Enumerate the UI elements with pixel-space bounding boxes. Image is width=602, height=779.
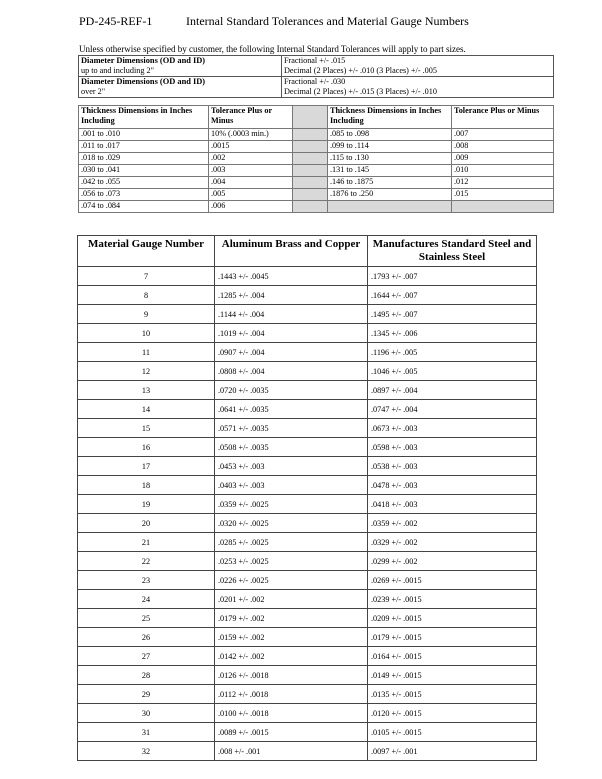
gauge-number: 31 — [78, 723, 215, 742]
thickness-header-row — [79, 106, 554, 129]
table-row — [78, 419, 537, 438]
table-row — [79, 141, 554, 153]
aluminum-header: Aluminum Brass and Copper — [215, 236, 368, 267]
tolerance-value: .005 — [209, 189, 293, 201]
table-row — [78, 457, 537, 476]
gap-cell — [293, 201, 328, 213]
table-row — [78, 438, 537, 457]
gap-cell — [293, 189, 328, 201]
gauge-number: 18 — [78, 476, 215, 495]
steel-tolerance: .0329 +/- .002 — [368, 533, 537, 552]
aluminum-tolerance: .1443 +/- .0045 — [215, 267, 368, 286]
diameter-decimal: Decimal (2 Places) +/- .010 (3 Places) +/- .005 — [284, 65, 437, 75]
gauge-number: 17 — [78, 457, 215, 476]
steel-tolerance: .1196 +/- .005 — [368, 343, 537, 362]
aluminum-tolerance: .0907 +/- .004 — [215, 343, 368, 362]
aluminum-tolerance: .0253 +/- .0025 — [215, 552, 368, 571]
steel-tolerance: .0299 +/- .002 — [368, 552, 537, 571]
aluminum-tolerance: .0508 +/- .0035 — [215, 438, 368, 457]
diameter-row — [79, 77, 554, 98]
aluminum-tolerance: .0226 +/- .0025 — [215, 571, 368, 590]
gauge-header-row — [78, 236, 537, 267]
diameter-fractional: Fractional +/- .030 — [284, 77, 346, 86]
diameter-label: Diameter Dimensions (OD and ID) — [81, 56, 206, 65]
thickness-table — [78, 105, 554, 213]
table-row — [78, 742, 537, 761]
table-row — [78, 362, 537, 381]
table-row — [78, 533, 537, 552]
tolerance-value: .0015 — [209, 141, 293, 153]
gap-cell — [293, 153, 328, 165]
gauge-number: 7 — [78, 267, 215, 286]
gauge-number: 29 — [78, 685, 215, 704]
thickness-range: .001 to .010 — [79, 129, 209, 141]
gauge-number: 28 — [78, 666, 215, 685]
gauge-number: 14 — [78, 400, 215, 419]
gauge-number: 10 — [78, 324, 215, 343]
tolerance-value: .004 — [209, 177, 293, 189]
diameter-label: Diameter Dimensions (OD and ID) — [81, 77, 206, 86]
gauge-number: 26 — [78, 628, 215, 647]
gauge-number: 13 — [78, 381, 215, 400]
aluminum-tolerance: .0100 +/- .0018 — [215, 704, 368, 723]
gauge-table — [77, 235, 537, 761]
steel-tolerance: .1495 +/- .007 — [368, 305, 537, 324]
table-row — [78, 571, 537, 590]
table-row — [78, 514, 537, 533]
gap-cell — [293, 106, 328, 129]
gauge-number: 15 — [78, 419, 215, 438]
diameter-decimal: Decimal (2 Places) +/- .015 (3 Places) +/- .010 — [284, 86, 437, 96]
gauge-number: 12 — [78, 362, 215, 381]
thickness-range: .115 to .130 — [328, 153, 452, 165]
tolerance-value: .012 — [452, 177, 554, 189]
intro-text: Unless otherwise specified by customer, the following Internal Standard Tolerances will apply to part sizes. — [79, 44, 466, 54]
aluminum-tolerance: .0142 +/- .002 — [215, 647, 368, 666]
gauge-number: 22 — [78, 552, 215, 571]
steel-tolerance: .0598 +/- .003 — [368, 438, 537, 457]
tolerance-value: .007 — [452, 129, 554, 141]
tolerance-value: .003 — [209, 165, 293, 177]
aluminum-tolerance: .0179 +/- .002 — [215, 609, 368, 628]
gap-cell — [293, 177, 328, 189]
table-row — [78, 685, 537, 704]
thickness-header: Thickness Dimensions in Inches Including — [79, 106, 209, 129]
aluminum-tolerance: .0320 +/- .0025 — [215, 514, 368, 533]
gap-cell — [293, 129, 328, 141]
aluminum-tolerance: .0126 +/- .0018 — [215, 666, 368, 685]
gauge-number: 8 — [78, 286, 215, 305]
steel-tolerance: .0209 +/- .0015 — [368, 609, 537, 628]
tolerance-value: .010 — [452, 165, 554, 177]
aluminum-tolerance: .008 +/- .001 — [215, 742, 368, 761]
tolerance-value: .009 — [452, 153, 554, 165]
tolerance-header: Tolerance Plus or Minus — [209, 106, 293, 129]
steel-tolerance: .0097 +/- .001 — [368, 742, 537, 761]
steel-tolerance: .0164 +/- .0015 — [368, 647, 537, 666]
steel-tolerance: .1345 +/- .006 — [368, 324, 537, 343]
gap-cell — [293, 165, 328, 177]
steel-tolerance: .0239 +/- .0015 — [368, 590, 537, 609]
table-row — [79, 129, 554, 141]
thickness-range: .056 to .073 — [79, 189, 209, 201]
steel-header: Manufactures Standard Steel and Stainless Steel — [368, 236, 537, 267]
table-row — [78, 704, 537, 723]
diameter-table — [78, 55, 554, 98]
thickness-range: .099 to .114 — [328, 141, 452, 153]
steel-tolerance: .0135 +/- .0015 — [368, 685, 537, 704]
gauge-number: 27 — [78, 647, 215, 666]
gauge-number: 32 — [78, 742, 215, 761]
thickness-range: .011 to .017 — [79, 141, 209, 153]
diameter-sub: up to and including 2" — [81, 65, 154, 75]
aluminum-tolerance: .0720 +/- .0035 — [215, 381, 368, 400]
table-row — [79, 153, 554, 165]
diameter-fractional: Fractional +/- .015 — [284, 56, 346, 65]
gauge-number: 19 — [78, 495, 215, 514]
gauge-number: 21 — [78, 533, 215, 552]
aluminum-tolerance: .1144 +/- .004 — [215, 305, 368, 324]
aluminum-tolerance: .1285 +/- .004 — [215, 286, 368, 305]
steel-tolerance: .0105 +/- .0015 — [368, 723, 537, 742]
table-row — [78, 590, 537, 609]
aluminum-tolerance: .0201 +/- .002 — [215, 590, 368, 609]
thickness-header: Thickness Dimensions in Inches Including — [328, 106, 452, 129]
thickness-range: .018 to .029 — [79, 153, 209, 165]
table-row — [78, 552, 537, 571]
page-title: Internal Standard Tolerances and Material Gauge Numbers — [186, 14, 469, 28]
steel-tolerance: .0418 +/- .003 — [368, 495, 537, 514]
thickness-range: .085 to .098 — [328, 129, 452, 141]
steel-tolerance: .0120 +/- .0015 — [368, 704, 537, 723]
steel-tolerance: .1644 +/- .007 — [368, 286, 537, 305]
steel-tolerance: .0538 +/- .003 — [368, 457, 537, 476]
gauge-number: 25 — [78, 609, 215, 628]
tolerance-value: .002 — [209, 153, 293, 165]
gauge-number: 30 — [78, 704, 215, 723]
diameter-tol-cell — [282, 77, 554, 98]
thickness-range: .042 to .055 — [79, 177, 209, 189]
aluminum-tolerance: .0453 +/- .003 — [215, 457, 368, 476]
steel-tolerance: .0673 +/- .003 — [368, 419, 537, 438]
table-row — [78, 495, 537, 514]
document-id: PD-245-REF-1 — [79, 14, 153, 28]
aluminum-tolerance: .1019 +/- .004 — [215, 324, 368, 343]
steel-tolerance: .0179 +/- .0015 — [368, 628, 537, 647]
steel-tolerance: .0149 +/- .0015 — [368, 666, 537, 685]
table-row — [78, 476, 537, 495]
gauge-number: 24 — [78, 590, 215, 609]
table-row — [78, 381, 537, 400]
diameter-label-cell — [79, 77, 282, 98]
table-row — [78, 666, 537, 685]
aluminum-tolerance: .0089 +/- .0015 — [215, 723, 368, 742]
aluminum-tolerance: .0359 +/- .0025 — [215, 495, 368, 514]
tolerance-header: Tolerance Plus or Minus — [452, 106, 554, 129]
table-row — [78, 628, 537, 647]
table-row — [78, 286, 537, 305]
table-row — [78, 609, 537, 628]
aluminum-tolerance: .0571 +/- .0035 — [215, 419, 368, 438]
table-row — [79, 177, 554, 189]
steel-tolerance: .1046 +/- .005 — [368, 362, 537, 381]
table-row — [79, 201, 554, 213]
table-row — [79, 189, 554, 201]
aluminum-tolerance: .0112 +/- .0018 — [215, 685, 368, 704]
gap-cell — [293, 141, 328, 153]
aluminum-tolerance: .0159 +/- .002 — [215, 628, 368, 647]
steel-tolerance: .0478 +/- .003 — [368, 476, 537, 495]
table-row — [78, 267, 537, 286]
table-row — [78, 343, 537, 362]
thickness-range: .1876 to .250 — [328, 189, 452, 201]
table-row — [78, 305, 537, 324]
diameter-tol-cell — [282, 56, 554, 77]
table-row — [78, 400, 537, 419]
thickness-range — [328, 201, 452, 213]
aluminum-tolerance: .0641 +/- .0035 — [215, 400, 368, 419]
gauge-number: 16 — [78, 438, 215, 457]
steel-tolerance: .0359 +/- .002 — [368, 514, 537, 533]
thickness-range: .146 to .1875 — [328, 177, 452, 189]
aluminum-tolerance: .0285 +/- .0025 — [215, 533, 368, 552]
diameter-sub: over 2" — [81, 86, 106, 96]
steel-tolerance: .0269 +/- .0015 — [368, 571, 537, 590]
gauge-number: 9 — [78, 305, 215, 324]
steel-tolerance: .0897 +/- .004 — [368, 381, 537, 400]
table-row — [78, 723, 537, 742]
table-row — [78, 647, 537, 666]
table-row — [78, 324, 537, 343]
diameter-label-cell — [79, 56, 282, 77]
diameter-row — [79, 56, 554, 77]
table-row — [79, 165, 554, 177]
thickness-range: .131 to .145 — [328, 165, 452, 177]
gauge-number: 23 — [78, 571, 215, 590]
steel-tolerance: .1793 +/- .007 — [368, 267, 537, 286]
gauge-number: 11 — [78, 343, 215, 362]
steel-tolerance: .0747 +/- .004 — [368, 400, 537, 419]
tolerance-value: .015 — [452, 189, 554, 201]
thickness-range: .074 to .084 — [79, 201, 209, 213]
aluminum-tolerance: .0808 +/- .004 — [215, 362, 368, 381]
tolerance-value — [452, 201, 554, 213]
gauge-number: 20 — [78, 514, 215, 533]
aluminum-tolerance: .0403 +/- .003 — [215, 476, 368, 495]
tolerance-value: .006 — [209, 201, 293, 213]
gauge-number-header: Material Gauge Number — [78, 236, 215, 267]
tolerance-value: .008 — [452, 141, 554, 153]
tolerance-value: 10% (.0003 min.) — [209, 129, 293, 141]
thickness-range: .030 to .041 — [79, 165, 209, 177]
